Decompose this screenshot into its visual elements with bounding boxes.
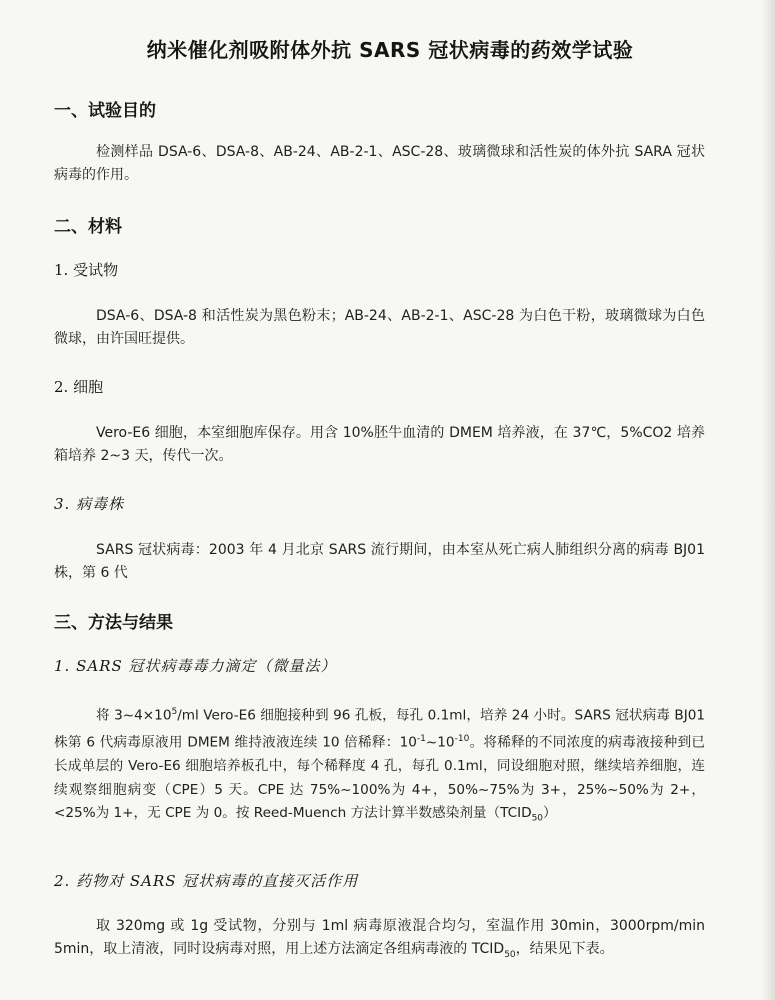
document-title: 纳米催化剂吸附体外抗 SARS 冠状病毒的药效学试验 (146, 38, 634, 62)
text-run: 取 320mg 或 1g 受试物，分别与 1ml 病毒原液混合均匀，室温作用 30min，3000rpm/min 5min，取上清液，同时设病毒对照，用上述方法滴定各组病毒液的 TCID (54, 918, 705, 957)
superscript: -1 (416, 734, 426, 745)
section-3-heading: 三、方法与结果 (54, 613, 173, 633)
page-edge-shadow (761, 0, 775, 1000)
text-run: ） (543, 805, 557, 822)
superscript: -10 (454, 734, 470, 745)
subsection-2-3-heading: 3. 病毒株 (54, 495, 125, 513)
section-2-heading: 二、材料 (54, 217, 122, 237)
subsection-3-1-heading: 1. SARS 冠状病毒毒力滴定（微量法） (54, 657, 337, 675)
superscript: 5 (171, 707, 178, 717)
subscript: 50 (504, 949, 516, 960)
subsection-3-2-heading: 2. 药物对 SARS 冠状病毒的直接灭活作用 (54, 872, 359, 890)
text-run: ，结果见下表。 (515, 941, 614, 957)
section-1-text: 检测样品 DSA-6、DSA-8、AB-24、AB-2-1、ASC-28、玻璃微球和活性炭的体外抗 SARA 冠状病毒的作用。 (54, 144, 705, 183)
subsection-2-2-heading: 2. 细胞 (54, 378, 104, 396)
subsection-2-1-heading: 1. 受试物 (54, 261, 119, 279)
text-run: /ml Vero-E6 细胞接种到 96 孔板，每孔 0.1ml，培养 24 小时。SARS 冠状病毒 BJ01 株第 6 代病毒原液用 DMEM 维持液液连续 10 倍稀释：10 (54, 707, 706, 751)
subsection-3-1-text (54, 701, 705, 831)
text-run: ~10 (425, 734, 455, 751)
subsection-2-3-text: SARS 冠状病毒：2003 年 4 月北京 SARS 流行期间，由本室从死亡病人肺组织分离的病毒 BJ01 株，第 6 代 (54, 542, 705, 581)
subsection-3-2-text (54, 915, 705, 967)
text-run: 将 3~4×10 (96, 707, 172, 724)
section-1-heading: 一、试验目的 (54, 101, 156, 121)
text-run: 。将稀释的不同浓度的病毒液接种到已长成单层的 Vero-E6 细胞培养板孔中，每个稀释度 4 孔，每孔 0.1ml，同设细胞对照，继续培养细胞，连续观察细胞病变（CPE）5 天。CPE 达 75%~100%为 4+，50%~75%为 3+，25%~50%为 2+，<25%为 1+，无 CPE 为 0。按 Reed-Muench 方法计算半数感染剂量（TCID (54, 734, 706, 822)
subsection-2-2-text: Vero-E6 细胞，本室细胞库保存。用含 10%胚牛血清的 DMEM 培养液，在 37℃，5%CO2 培养箱培养 2~3 天，传代一次。 (54, 425, 705, 464)
subscript: 50 (531, 813, 544, 824)
subsection-2-1-text: DSA-6、DSA-8 和活性炭为黑色粉末；AB-24、AB-2-1、ASC-28 为白色干粉，玻璃微球为白色微球，由许国旺提供。 (54, 308, 705, 347)
